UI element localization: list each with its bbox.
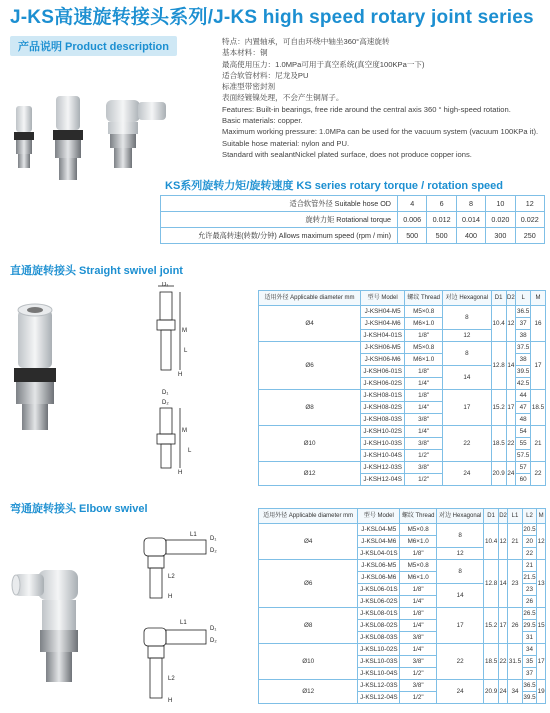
table-cell: J-KSH08-03S	[361, 414, 405, 426]
column-header: D1	[484, 509, 498, 524]
column-header: 对边 Hexagonal	[443, 291, 492, 306]
table-cell: 1/8"	[405, 330, 443, 342]
svg-text:L: L	[184, 348, 188, 354]
table-cell: 23	[522, 584, 536, 596]
table-cell: J-KSH06-01S	[361, 366, 405, 378]
table-cell: 17	[437, 608, 484, 644]
table-row	[161, 196, 545, 212]
table-row	[259, 390, 546, 402]
table-cell: J-KSH10-02S	[361, 426, 405, 438]
table-cell: 12	[537, 524, 546, 560]
table-cell: Ø10	[259, 644, 358, 680]
table-cell: 250	[515, 228, 544, 244]
table-cell: 29.5	[522, 620, 536, 632]
table-cell: 1/4"	[400, 644, 437, 656]
table-cell: J-KSH12-03S	[361, 462, 405, 474]
table-cell: 24	[437, 680, 484, 704]
table-cell: 12	[437, 548, 484, 560]
svg-text:H: H	[168, 594, 173, 600]
elbow-swivel-drawings	[130, 520, 250, 710]
table-row	[259, 608, 546, 620]
table-cell: 21	[508, 524, 522, 560]
table-cell: 21	[531, 426, 546, 462]
table-cell: Ø4	[259, 306, 361, 342]
table-row	[259, 680, 546, 692]
table-cell: 22	[498, 644, 507, 680]
table-cell: J-KSL06-M5	[358, 560, 400, 572]
table-cell: J-KSL08-01S	[358, 608, 400, 620]
svg-text:L1: L1	[180, 620, 187, 626]
column-header: 适用外径 Applicable diameter mm	[259, 509, 358, 524]
table-cell: J-KSL06-01S	[358, 584, 400, 596]
svg-text:H: H	[178, 470, 183, 476]
table-header-row	[259, 509, 546, 524]
straight-spec-table	[258, 290, 546, 486]
table-cell: 17	[506, 390, 516, 426]
table-cell: J-KSL04-M6	[358, 536, 400, 548]
table-cell: 1/2"	[405, 474, 443, 486]
table-cell: J-KSL10-02S	[358, 644, 400, 656]
straight-fitting-large	[53, 96, 83, 180]
table-cell: 10	[486, 196, 515, 212]
straight-swivel-heading: 直通旋转接头 Straight swivel joint	[10, 265, 183, 277]
table-cell: 1/4"	[400, 596, 437, 608]
drawing-metric	[144, 532, 217, 600]
table-cell: 18.5	[531, 390, 546, 426]
straight-swivel-photo	[10, 300, 60, 435]
table-cell: 20.5	[522, 524, 536, 536]
desc-line: 表面经镀镍处理，不会产生铜屑子。	[222, 93, 344, 103]
table-cell: 500	[398, 228, 427, 244]
desc-line: 标准型带密封剂	[222, 82, 276, 92]
table-cell: J-KSL12-03S	[358, 680, 400, 692]
table-cell: Ø4	[259, 524, 358, 560]
table-row	[259, 560, 546, 572]
table-cell: 4	[398, 196, 427, 212]
table-cell: 35	[522, 656, 536, 668]
table-cell: 21.5	[522, 572, 536, 584]
svg-text:D₁: D₁	[210, 626, 217, 632]
desc-line: 适合软管材料：尼龙及PU	[222, 70, 309, 80]
table-cell: 400	[456, 228, 485, 244]
table-cell: J-KSH04-M5	[361, 306, 405, 318]
table-cell: Ø10	[259, 426, 361, 462]
table-cell: 17	[531, 342, 546, 390]
table-cell: 54	[516, 426, 531, 438]
table-cell: 24	[443, 462, 492, 486]
elbow-swivel-photo	[10, 568, 105, 688]
table-cell: 1/2"	[405, 450, 443, 462]
svg-text:D₂: D₂	[162, 400, 169, 406]
table-cell: 17	[537, 644, 546, 680]
svg-text:L2: L2	[168, 574, 175, 580]
table-cell: 12	[443, 330, 492, 342]
table-row	[259, 644, 546, 656]
table-cell: Ø12	[259, 462, 361, 486]
table-cell: 34	[508, 680, 522, 704]
table-cell: 14	[437, 584, 484, 608]
table-cell: Ø6	[259, 342, 361, 390]
table-cell: 24	[506, 462, 516, 486]
table-cell: 55	[516, 438, 531, 450]
table-cell: 31	[522, 632, 536, 644]
product-description-heading: 产品说明 Product description	[10, 36, 177, 56]
table-cell: J-KSL04-01S	[358, 548, 400, 560]
torque-table	[160, 195, 545, 244]
svg-text:M: M	[182, 428, 187, 434]
table-cell: 1/8"	[400, 584, 437, 596]
table-cell: M6×1.0	[405, 318, 443, 330]
column-header: 对边 Hexagonal	[437, 509, 484, 524]
table-cell: 3/8"	[405, 438, 443, 450]
table-cell: 17	[443, 390, 492, 426]
table-cell: 31.5	[508, 644, 522, 680]
table-cell: 26	[522, 596, 536, 608]
table-cell: 60	[516, 474, 531, 486]
column-header: 型号 Model	[358, 509, 400, 524]
table-cell: 20.9	[484, 680, 498, 704]
table-cell: 3/8"	[405, 462, 443, 474]
table-cell: 37	[522, 668, 536, 680]
column-header: M	[531, 291, 546, 306]
table-cell: 44	[516, 390, 531, 402]
table-row	[259, 462, 546, 474]
table-cell: 15.2	[484, 608, 498, 644]
table-row	[161, 228, 545, 244]
table-cell: J-KSH10-03S	[361, 438, 405, 450]
table-cell: J-KSL12-04S	[358, 692, 400, 704]
table-cell: 8	[437, 560, 484, 584]
table-cell: 36.5	[522, 680, 536, 692]
table-cell: 47	[516, 402, 531, 414]
table-cell: 14	[506, 342, 516, 390]
table-cell: 1/4"	[400, 620, 437, 632]
table-cell: 6	[427, 196, 456, 212]
table-cell: 34	[522, 644, 536, 656]
table-cell: 48	[516, 414, 531, 426]
table-cell: 13	[537, 560, 546, 608]
column-header: D1	[491, 291, 506, 306]
table-cell: Ø6	[259, 560, 358, 608]
table-cell: J-KSL06-M6	[358, 572, 400, 584]
table-cell: J-KSL08-03S	[358, 632, 400, 644]
table-cell: 23	[508, 560, 522, 608]
table-cell: 0.020	[486, 212, 515, 228]
column-header: D2	[506, 291, 516, 306]
table-cell: J-KSH06-M5	[361, 342, 405, 354]
table-cell: Ø8	[259, 390, 361, 426]
column-header: L1	[508, 509, 522, 524]
row-label: 旋转力矩 Rotational torque	[161, 212, 398, 228]
table-cell: 12	[515, 196, 544, 212]
table-cell: 1/4"	[405, 378, 443, 390]
table-cell: 12	[498, 524, 507, 560]
table-cell: J-KSL08-02S	[358, 620, 400, 632]
table-cell: 18.5	[484, 644, 498, 680]
table-cell: 22	[437, 644, 484, 680]
table-cell: 22	[522, 548, 536, 560]
desc-line: Features: Built-in bearings, free ride around the central axis 360 ° high-speed rotation.	[222, 104, 511, 114]
table-cell: 3/8"	[405, 414, 443, 426]
table-row	[259, 524, 546, 536]
column-header: M	[537, 509, 546, 524]
table-cell: 20.9	[491, 462, 506, 486]
svg-text:L2: L2	[168, 676, 175, 682]
table-cell: J-KSH08-01S	[361, 390, 405, 402]
elbow-fitting	[106, 100, 166, 168]
table-cell: 22	[506, 426, 516, 462]
table-cell: J-KSH06-02S	[361, 378, 405, 390]
table-cell: 17	[498, 608, 507, 644]
table-cell: 3/8"	[400, 632, 437, 644]
desc-line: 特点：内置轴承，可自由环绕中轴坐360°高速旋转	[222, 37, 390, 46]
column-header: 螺纹 Thread	[400, 509, 437, 524]
table-cell: J-KSH06-M6	[361, 354, 405, 366]
svg-text:H: H	[178, 372, 183, 378]
drawing-inch	[157, 390, 192, 476]
table-cell: 26	[508, 608, 522, 644]
straight-swivel-drawings	[140, 282, 215, 482]
desc-line: 基本材料：铜	[222, 48, 268, 58]
column-header: 型号 Model	[361, 291, 405, 306]
table-cell: M5×0.8	[405, 306, 443, 318]
table-cell: 10.4	[484, 524, 498, 560]
table-cell: J-KSL06-02S	[358, 596, 400, 608]
column-header: 螺纹 Thread	[405, 291, 443, 306]
table-row	[161, 212, 545, 228]
table-cell: 39.5	[516, 366, 531, 378]
desc-line: Suitable hose material: nylon and PU.	[222, 138, 350, 148]
table-cell: 3/8"	[400, 680, 437, 692]
table-cell: 1/4"	[405, 402, 443, 414]
svg-text:D₂: D₂	[210, 548, 217, 554]
table-cell: 1/8"	[400, 548, 437, 560]
svg-text:D₁: D₁	[162, 390, 169, 396]
desc-line: Standard with sealantNickel plated surface, does not produce copper ions.	[222, 149, 472, 159]
drawing-metric	[157, 282, 188, 378]
table-cell: 19	[537, 680, 546, 704]
table-cell: 24	[498, 680, 507, 704]
table-cell: 22	[443, 426, 492, 462]
row-label: 适合软管外径 Suitable hose OD	[161, 196, 398, 212]
table-cell: 1/2"	[400, 668, 437, 680]
table-cell: J-KSH10-04S	[361, 450, 405, 462]
elbow-spec-table	[258, 508, 546, 704]
table-cell: 18.5	[491, 426, 506, 462]
table-cell: 300	[486, 228, 515, 244]
table-cell: 20	[522, 536, 536, 548]
table-cell: 14	[498, 560, 507, 608]
table-cell: 1/8"	[400, 608, 437, 620]
table-cell: J-KSL04-M5	[358, 524, 400, 536]
table-cell: 22	[531, 462, 546, 486]
table-cell: 36.5	[516, 306, 531, 318]
row-label: 允许最高转速(转数/分钟) Allows maximum speed (rpm / min)	[161, 228, 398, 244]
desc-line: Basic materials: copper.	[222, 116, 303, 126]
table-cell: 500	[427, 228, 456, 244]
table-cell: 15.2	[491, 390, 506, 426]
svg-text:D₁: D₁	[162, 282, 169, 288]
table-cell: 1/8"	[405, 390, 443, 402]
table-cell: 0.014	[456, 212, 485, 228]
table-cell: 10.4	[491, 306, 506, 342]
table-cell: Ø8	[259, 608, 358, 644]
table-cell: 26.5	[522, 608, 536, 620]
table-cell: 21	[522, 560, 536, 572]
table-cell: 8	[443, 306, 492, 330]
table-cell: 1/2"	[400, 692, 437, 704]
table-cell: 12.8	[484, 560, 498, 608]
table-cell: 0.012	[427, 212, 456, 228]
table-cell: 12	[506, 306, 516, 342]
torque-heading: KS系列旋转力矩/旋转速度 KS series rotary torque / rotation speed	[165, 180, 504, 192]
table-cell: 16	[531, 306, 546, 342]
table-cell: 14	[443, 366, 492, 390]
product-description-text	[222, 36, 547, 160]
table-cell: M5×0.8	[400, 524, 437, 536]
table-row	[259, 426, 546, 438]
table-cell: 39.5	[522, 692, 536, 704]
drawing-inch	[144, 620, 217, 704]
page-title: J-KS高速旋转接头系列/J-KS high speed rotary joint series	[10, 7, 534, 28]
table-cell: 1/8"	[405, 366, 443, 378]
table-cell: 0.006	[398, 212, 427, 228]
table-cell: 38	[516, 354, 531, 366]
table-cell: 37	[516, 318, 531, 330]
desc-line: 最高使用压力：1.0MPa可用于真空系统(真空度100KPa一下)	[222, 59, 425, 69]
svg-text:L1: L1	[190, 532, 197, 538]
table-cell: Ø12	[259, 680, 358, 704]
table-header-row	[259, 291, 546, 306]
table-cell: J-KSL10-04S	[358, 668, 400, 680]
desc-line: Maximum working pressure: 1.0MPa can be used for the vacuum system (vacuum 100KPa it).	[222, 127, 539, 137]
table-cell: 38	[516, 330, 531, 342]
table-cell: 8	[443, 342, 492, 366]
table-row	[259, 342, 546, 354]
column-header: L2	[522, 509, 536, 524]
straight-fitting-small	[14, 106, 34, 168]
table-cell: 37.5	[516, 342, 531, 354]
svg-text:H: H	[168, 698, 173, 704]
column-header: 适用外径 Applicable diameter mm	[259, 291, 361, 306]
table-cell: J-KSH04-M6	[361, 318, 405, 330]
table-cell: 12.8	[491, 342, 506, 390]
table-cell: 15	[537, 608, 546, 644]
table-row	[259, 306, 546, 318]
table-cell: M6×1.0	[400, 536, 437, 548]
column-header: D2	[498, 509, 507, 524]
column-header: L	[516, 291, 531, 306]
table-cell: 3/8"	[400, 656, 437, 668]
elbow-swivel-heading: 弯通旋转接头 Elbow swivel	[10, 503, 148, 515]
table-cell: M6×1.0	[400, 572, 437, 584]
table-cell: J-KSH12-04S	[361, 474, 405, 486]
table-cell: 8	[437, 524, 484, 548]
table-cell: M6×1.0	[405, 354, 443, 366]
table-cell: J-KSH04-01S	[361, 330, 405, 342]
table-cell: 1/4"	[405, 426, 443, 438]
table-cell: 0.022	[515, 212, 544, 228]
table-cell: 57	[516, 462, 531, 474]
svg-text:D₁: D₁	[210, 536, 217, 542]
table-cell: M5×0.8	[405, 342, 443, 354]
table-cell: J-KSH08-02S	[361, 402, 405, 414]
svg-text:M: M	[182, 328, 187, 334]
table-cell: 8	[456, 196, 485, 212]
table-cell: M5×0.8	[400, 560, 437, 572]
table-cell: J-KSL10-03S	[358, 656, 400, 668]
product-photo	[8, 92, 213, 187]
table-cell: 57.5	[516, 450, 531, 462]
svg-text:D₂: D₂	[210, 638, 217, 644]
svg-text:L: L	[188, 448, 192, 454]
table-cell: 42.5	[516, 378, 531, 390]
